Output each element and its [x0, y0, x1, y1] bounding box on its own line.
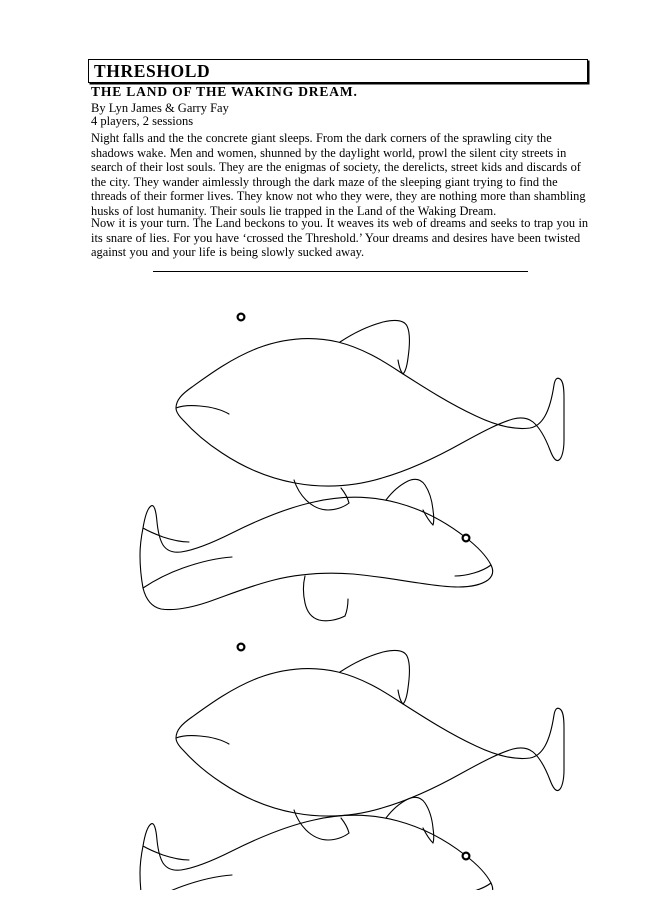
fish-2	[140, 479, 493, 620]
fish-2-eye	[463, 535, 470, 542]
fish-1	[176, 314, 564, 510]
fish-1-eye	[238, 314, 245, 321]
horizontal-rule	[153, 271, 528, 272]
document-subtitle: THE LAND OF THE WAKING DREAM.	[91, 84, 358, 99]
fish-3	[176, 644, 564, 840]
page-title: THRESHOLD	[94, 61, 211, 81]
body-paragraph-2: Now it is your turn. The Land beckons to you. It weaves its web of dreams and seeks to trap you in its snare of lies. For you have ‘crossed the Threshold.’ Your dreams and desires have been twisted against you and your life is being slowly sucked away.	[91, 216, 589, 260]
fish-4-eye	[463, 853, 470, 860]
title-box	[88, 59, 588, 83]
fish-4	[140, 797, 493, 890]
fish-illustration	[0, 280, 650, 890]
author-byline: By Lyn James & Garry Fay	[91, 101, 229, 115]
body-paragraph-1: Night falls and the the concrete giant sleeps. From the dark corners of the sprawling city the shadows wake. Men and women, shunned by the daylight world, prowl the silent city streets in search of their lost souls. They are the enigmas of society, the derelicts, street kids and discards of the city. They wander aimlessly through the dark maze of the sleeping giant trying to find the threads of their former lives. They know not who they were, they are nothing more than shambling husks of lost humanity. Their souls lie trapped in the Land of the Waking Dream.	[91, 131, 586, 218]
play-info: 4 players, 2 sessions	[91, 114, 194, 128]
fish-3-eye	[238, 644, 245, 651]
